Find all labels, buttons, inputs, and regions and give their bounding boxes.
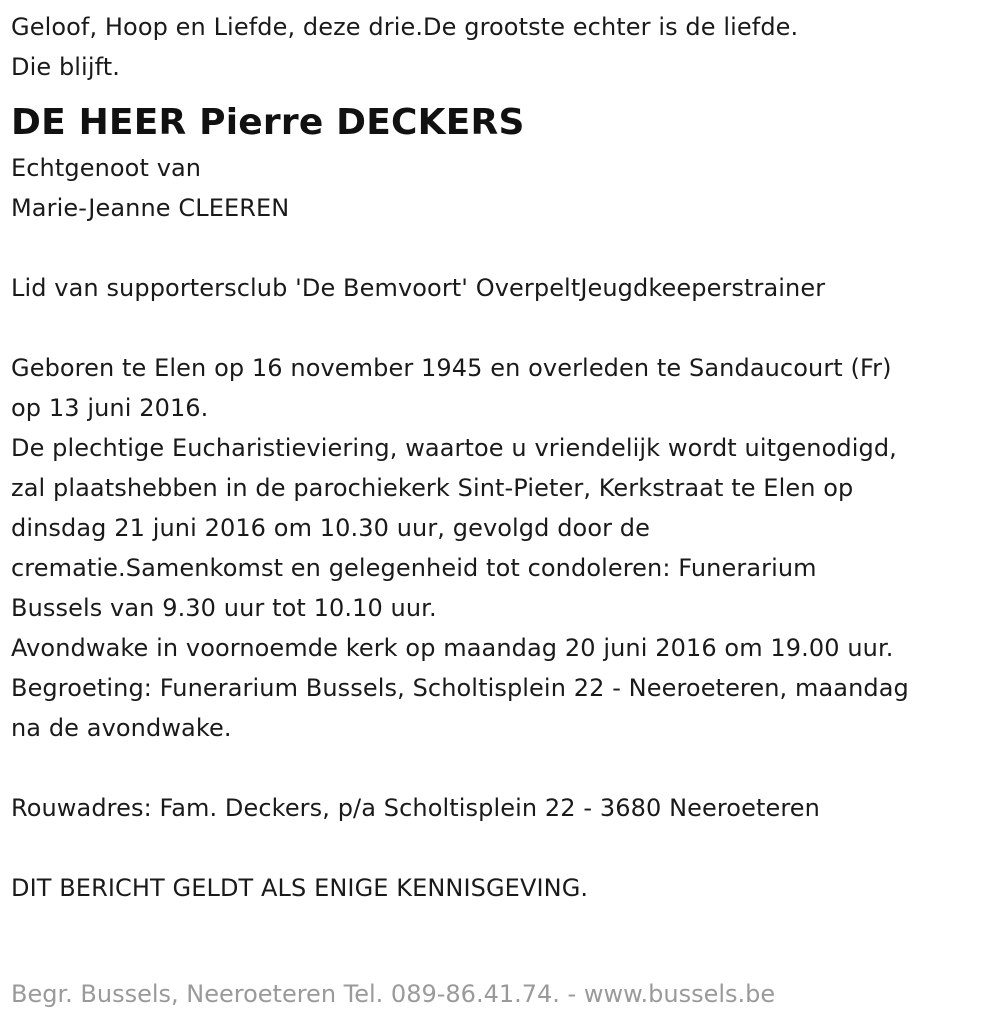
details-block <box>11 348 996 748</box>
membership-text: Lid van supportersclub 'De Bemvoort' OverpeltJeugdkeeperstrainer <box>11 274 826 302</box>
notice-text: DIT BERICHT GELDT ALS ENIGE KENNISGEVING. <box>11 874 589 902</box>
details-line: Geboren te Elen op 16 november 1945 en overleden te Sandaucourt (Fr) <box>11 354 892 382</box>
spouse-name: Marie-Jeanne CLEEREN <box>11 194 290 222</box>
details-line: De plechtige Eucharistieviering, waartoe u vriendelijk wordt uitgenodigd, <box>11 434 897 462</box>
mourning-address: Rouwadres: Fam. Deckers, p/a Scholtisplein 22 - 3680 Neeroeteren <box>11 794 820 822</box>
details-line: op 13 juni 2016. <box>11 394 209 422</box>
details-line: crematie.Samenkomst en gelegenheid tot condoleren: Funerarium <box>11 554 817 582</box>
details-line: Begroeting: Funerarium Bussels, Scholtisplein 22 - Neeroeteren, maandag <box>11 674 909 702</box>
quote-line-1: Geloof, Hoop en Liefde, deze drie.De grootste echter is de liefde. <box>11 13 799 41</box>
spacer <box>11 748 996 788</box>
funeral-home-footer: Begr. Bussels, Neeroeteren Tel. 089-86.41.74. - www.bussels.be <box>11 980 776 1008</box>
spacer <box>11 828 996 868</box>
obituary-notice <box>11 7 996 908</box>
quote-line-2: Die blijft. <box>11 53 120 81</box>
details-line: Bussels van 9.30 uur tot 10.10 uur. <box>11 594 437 622</box>
details-line: zal plaatshebben in de parochiekerk Sint-Pieter, Kerkstraat te Elen op <box>11 474 854 502</box>
spacer <box>11 308 996 348</box>
spacer <box>11 228 996 268</box>
details-line: Avondwake in voornoemde kerk op maandag 20 juni 2016 om 19.00 uur. <box>11 634 894 662</box>
details-line: na de avondwake. <box>11 714 232 742</box>
details-line: dinsdag 21 juni 2016 om 10.30 uur, gevolgd door de <box>11 514 651 542</box>
spouse-label: Echtgenoot van <box>11 154 202 182</box>
deceased-name: DE HEER Pierre DECKERS <box>11 102 525 143</box>
